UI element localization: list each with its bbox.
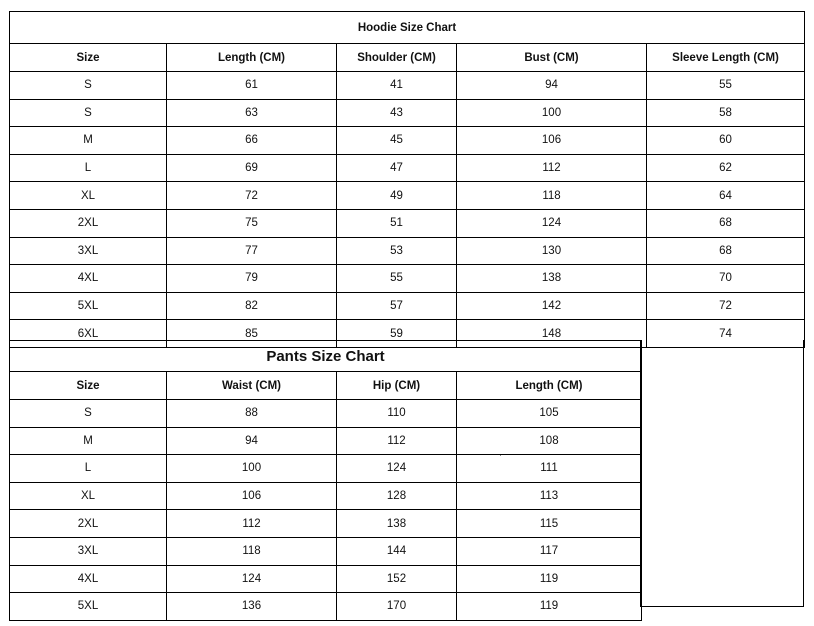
empty-row xyxy=(641,579,804,606)
pants-title-row xyxy=(10,341,642,372)
cell-bust: 118 xyxy=(457,182,647,210)
empty-row xyxy=(641,553,804,580)
empty-cell xyxy=(641,579,804,606)
cell-size: 4XL xyxy=(10,565,167,593)
cell-hip: 138 xyxy=(337,510,457,538)
empty-cell xyxy=(641,500,804,527)
hoodie-header-length: Length (CM) xyxy=(167,44,337,72)
cell-length: 72 xyxy=(167,182,337,210)
cell-waist: 106 xyxy=(167,482,337,510)
cell-waist: 100 xyxy=(167,455,337,483)
cell-shoulder: 57 xyxy=(337,292,457,320)
pants-header-row xyxy=(10,372,642,400)
cell-bust: 94 xyxy=(457,72,647,100)
cell-hip: 110 xyxy=(337,400,457,428)
table-row xyxy=(10,72,805,100)
table-row xyxy=(10,455,642,483)
cell-shoulder: 47 xyxy=(337,154,457,182)
cell-sleeve: 74 xyxy=(647,320,805,348)
table-row xyxy=(10,265,805,293)
cell-size: S xyxy=(10,400,167,428)
empty-cell xyxy=(641,526,804,553)
table-row xyxy=(10,182,805,210)
cell-bust: 138 xyxy=(457,265,647,293)
cell-size: 5XL xyxy=(10,593,167,621)
cell-size: 6XL xyxy=(10,320,167,348)
cell-size: S xyxy=(10,99,167,127)
table-row xyxy=(10,400,642,428)
stray-mark xyxy=(500,455,501,456)
cell-hip: 144 xyxy=(337,537,457,565)
cell-sleeve: 68 xyxy=(647,237,805,265)
cell-length: 117 xyxy=(457,537,642,565)
hoodie-chart-title: Hoodie Size Chart xyxy=(10,12,805,44)
empty-row xyxy=(641,367,804,394)
cell-sleeve: 58 xyxy=(647,99,805,127)
cell-length: 105 xyxy=(457,400,642,428)
table-row xyxy=(10,292,805,320)
cell-waist: 94 xyxy=(167,427,337,455)
cell-hip: 124 xyxy=(337,455,457,483)
cell-length: 77 xyxy=(167,237,337,265)
cell-bust: 130 xyxy=(457,237,647,265)
cell-bust: 106 xyxy=(457,127,647,155)
cell-waist: 112 xyxy=(167,510,337,538)
table-row xyxy=(10,127,805,155)
cell-waist: 136 xyxy=(167,593,337,621)
cell-sleeve: 60 xyxy=(647,127,805,155)
hoodie-header-row xyxy=(10,44,805,72)
cell-length: 75 xyxy=(167,209,337,237)
table-row xyxy=(10,482,642,510)
cell-size: 5XL xyxy=(10,292,167,320)
cell-sleeve: 64 xyxy=(647,182,805,210)
pants-size-chart-table xyxy=(9,340,642,621)
cell-shoulder: 49 xyxy=(337,182,457,210)
cell-sleeve: 68 xyxy=(647,209,805,237)
cell-size: 3XL xyxy=(10,537,167,565)
cell-length: 113 xyxy=(457,482,642,510)
table-row xyxy=(10,510,642,538)
table-row xyxy=(10,427,642,455)
cell-size: 2XL xyxy=(10,209,167,237)
cell-size: XL xyxy=(10,482,167,510)
hoodie-header-shoulder: Shoulder (CM) xyxy=(337,44,457,72)
cell-shoulder: 41 xyxy=(337,72,457,100)
empty-row xyxy=(641,473,804,500)
cell-sleeve: 62 xyxy=(647,154,805,182)
table-row xyxy=(10,154,805,182)
cell-size: M xyxy=(10,127,167,155)
pants-chart-title: Pants Size Chart xyxy=(10,341,642,372)
table-row xyxy=(10,593,642,621)
hoodie-header-sleeve-length: Sleeve Length (CM) xyxy=(647,44,805,72)
empty-row xyxy=(641,340,804,367)
cell-sleeve: 55 xyxy=(647,72,805,100)
cell-shoulder: 59 xyxy=(337,320,457,348)
cell-length: 69 xyxy=(167,154,337,182)
cell-sleeve: 72 xyxy=(647,292,805,320)
cell-length: 66 xyxy=(167,127,337,155)
cell-length: 115 xyxy=(457,510,642,538)
empty-row xyxy=(641,500,804,527)
empty-row xyxy=(641,420,804,447)
cell-bust: 112 xyxy=(457,154,647,182)
cell-length: 61 xyxy=(167,72,337,100)
empty-row xyxy=(641,393,804,420)
hoodie-title-row xyxy=(10,12,805,44)
cell-size: L xyxy=(10,154,167,182)
cell-bust: 124 xyxy=(457,209,647,237)
cell-length: 79 xyxy=(167,265,337,293)
empty-cell xyxy=(641,393,804,420)
hoodie-header-bust: Bust (CM) xyxy=(457,44,647,72)
empty-row xyxy=(641,446,804,473)
table-row xyxy=(10,537,642,565)
cell-shoulder: 45 xyxy=(337,127,457,155)
cell-waist: 88 xyxy=(167,400,337,428)
cell-length: 111 xyxy=(457,455,642,483)
table-row xyxy=(10,237,805,265)
table-row xyxy=(10,209,805,237)
table-row xyxy=(10,99,805,127)
cell-sleeve: 70 xyxy=(647,265,805,293)
cell-size: M xyxy=(10,427,167,455)
cell-shoulder: 55 xyxy=(337,265,457,293)
cell-shoulder: 51 xyxy=(337,209,457,237)
pants-header-length: Length (CM) xyxy=(457,372,642,400)
empty-right-column xyxy=(640,340,804,607)
pants-header-waist: Waist (CM) xyxy=(167,372,337,400)
cell-bust: 100 xyxy=(457,99,647,127)
cell-length: 82 xyxy=(167,292,337,320)
cell-waist: 118 xyxy=(167,537,337,565)
cell-length: 119 xyxy=(457,565,642,593)
empty-row xyxy=(641,526,804,553)
cell-size: XL xyxy=(10,182,167,210)
empty-cell xyxy=(641,553,804,580)
pants-header-hip: Hip (CM) xyxy=(337,372,457,400)
cell-size: 4XL xyxy=(10,265,167,293)
hoodie-size-chart-table xyxy=(9,11,805,348)
table-row xyxy=(10,565,642,593)
cell-bust: 148 xyxy=(457,320,647,348)
cell-size: L xyxy=(10,455,167,483)
cell-shoulder: 43 xyxy=(337,99,457,127)
cell-hip: 152 xyxy=(337,565,457,593)
cell-size: S xyxy=(10,72,167,100)
empty-cell xyxy=(641,473,804,500)
cell-bust: 142 xyxy=(457,292,647,320)
cell-hip: 170 xyxy=(337,593,457,621)
cell-waist: 124 xyxy=(167,565,337,593)
empty-cell xyxy=(641,420,804,447)
cell-hip: 112 xyxy=(337,427,457,455)
cell-size: 3XL xyxy=(10,237,167,265)
cell-length: 119 xyxy=(457,593,642,621)
cell-shoulder: 53 xyxy=(337,237,457,265)
cell-size: 2XL xyxy=(10,510,167,538)
cell-length: 108 xyxy=(457,427,642,455)
cell-length: 63 xyxy=(167,99,337,127)
cell-hip: 128 xyxy=(337,482,457,510)
pants-header-size: Size xyxy=(10,372,167,400)
hoodie-header-size: Size xyxy=(10,44,167,72)
empty-cell xyxy=(641,340,804,367)
cell-length: 85 xyxy=(167,320,337,348)
empty-cell xyxy=(641,367,804,394)
empty-cell xyxy=(641,446,804,473)
